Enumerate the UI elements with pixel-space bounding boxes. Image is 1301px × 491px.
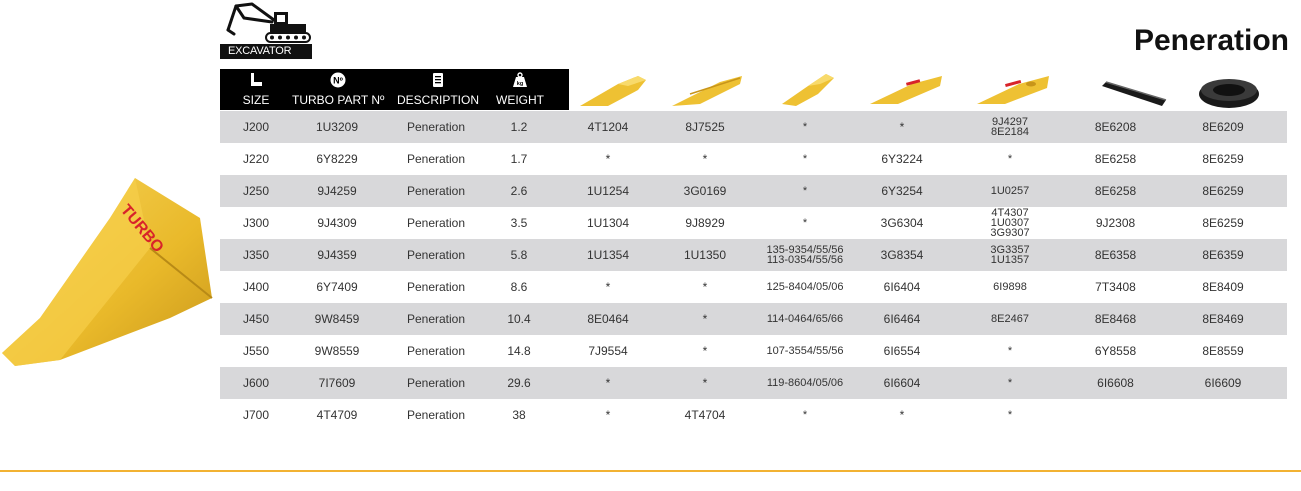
cell-size: J350 (242, 248, 270, 262)
cell-c3: 107-3554/55/56 (766, 345, 844, 357)
cell-c1: 7J9554 (588, 344, 628, 358)
bucket-tooth-image (0, 178, 215, 368)
cell-size: J600 (242, 376, 270, 390)
cell-part: 9J4309 (317, 216, 357, 230)
cell-c5: 6I9898 (993, 281, 1027, 293)
table-row (220, 111, 1287, 143)
excavator-icon (222, 0, 314, 44)
cell-c1: 8E0464 (587, 312, 629, 326)
cell-c2: * (702, 376, 708, 390)
cell-c3: * (802, 153, 808, 165)
cell-size: J700 (242, 408, 270, 422)
cell-c6: 8E6258 (1094, 152, 1137, 166)
cell-c4: 3G8354 (880, 248, 924, 262)
cell-c7: 8E6259 (1202, 216, 1244, 230)
cell-c7: 8E8559 (1202, 344, 1244, 358)
cell-size: J220 (242, 152, 270, 166)
tooth-image-2 (670, 72, 745, 110)
cell-c5: 3G3357 1U1357 (990, 244, 1030, 266)
cell-c3: 114-0464/65/66 (766, 313, 844, 325)
cell-c7: 8E6259 (1202, 152, 1244, 166)
cell-desc: Peneration (406, 120, 466, 134)
cell-c3: 119-8604/05/06 (766, 377, 844, 389)
cell-size: J400 (242, 280, 270, 294)
description-icon (430, 72, 446, 88)
cell-part: 1U3209 (315, 120, 359, 134)
retainer-image (1196, 72, 1262, 112)
cell-c2: 1U1350 (683, 248, 727, 262)
cell-c4: 6I6464 (883, 312, 921, 326)
cell-weight: 2.6 (510, 184, 528, 198)
cell-size: J300 (242, 216, 270, 230)
table-row (220, 303, 1287, 335)
size-icon (248, 72, 264, 88)
part-number-icon (330, 72, 346, 88)
cell-c7 (1178, 399, 1268, 431)
cell-c7: 8E6259 (1202, 184, 1244, 198)
cell-size: J250 (242, 184, 270, 198)
cell-c7: 8E6209 (1202, 120, 1244, 134)
table-row (220, 175, 1287, 207)
cell-c4: 6I6604 (883, 376, 921, 390)
cell-desc: Peneration (406, 408, 466, 422)
cell-c5: * (1007, 345, 1013, 357)
cell-desc: Peneration (406, 376, 466, 390)
cell-c1: 1U1254 (586, 184, 630, 198)
cell-weight: 10.4 (507, 312, 531, 326)
cell-part: 9W8559 (314, 344, 360, 358)
table-row (220, 143, 1287, 175)
cell-c6: 8E6358 (1094, 248, 1137, 262)
cell-weight: 5.8 (510, 248, 528, 262)
cell-c1: * (605, 408, 611, 422)
cell-part: 7I7609 (318, 376, 356, 390)
col-header-description: DESCRIPTION (396, 69, 480, 110)
cell-c1: 1U1354 (586, 248, 630, 262)
cell-c3: * (802, 217, 808, 229)
cell-c3: 135-9354/55/56 113-0354/55/56 (766, 244, 844, 266)
cell-c6: 8E6258 (1094, 184, 1137, 198)
cell-c5: 9J4297 8E2184 (991, 116, 1029, 138)
cell-c5: * (1007, 377, 1013, 389)
cell-desc: Peneration (406, 344, 466, 358)
cell-c2: 3G0169 (683, 184, 727, 198)
cell-c2: * (702, 312, 708, 326)
cell-c1: * (605, 152, 611, 166)
category-label: EXCAVATOR (220, 44, 312, 59)
cell-c2: * (702, 344, 708, 358)
cell-desc: Peneration (406, 312, 466, 326)
svg-text:Nº: Nº (333, 75, 343, 86)
cell-c7: 8E8409 (1202, 280, 1244, 294)
cell-c5: * (1007, 409, 1013, 421)
cell-c4: * (899, 408, 905, 422)
cell-c3: * (802, 185, 808, 197)
cell-weight: 1.2 (510, 120, 528, 134)
cell-c4: 3G6304 (880, 216, 924, 230)
tooth-image-3 (778, 72, 838, 110)
cell-weight: 1.7 (510, 152, 528, 166)
cell-c2: 8J7525 (685, 120, 725, 134)
cell-weight: 38 (512, 408, 526, 422)
cell-c1: * (605, 280, 611, 294)
cell-c5: * (1007, 153, 1013, 165)
cell-c3: * (802, 409, 808, 421)
table-row (220, 367, 1287, 399)
cell-c6 (1073, 399, 1158, 431)
cell-part: 9J4359 (317, 248, 357, 262)
cell-c2: 9J8929 (685, 216, 725, 230)
cell-c1: * (605, 376, 611, 390)
table-row (220, 207, 1287, 239)
cell-desc: Peneration (406, 184, 466, 198)
cell-weight: 14.8 (507, 344, 531, 358)
cell-c6: 6Y8558 (1094, 344, 1137, 358)
cell-weight: 8.6 (510, 280, 528, 294)
cell-c4: * (899, 120, 905, 134)
tooth-image-1 (578, 72, 648, 110)
cell-c6: 8E6208 (1094, 120, 1137, 134)
cell-desc: Peneration (406, 216, 466, 230)
cell-c7: 8E6359 (1202, 248, 1244, 262)
svg-text:kg: kg (516, 81, 524, 87)
cell-c5: 4T4307 1U0307 3G9307 (990, 207, 1030, 239)
cell-c3: * (802, 121, 808, 133)
cell-size: J200 (242, 120, 270, 134)
cell-c5: 8E2467 (991, 313, 1029, 325)
cell-part: 9W8459 (314, 312, 360, 326)
cell-desc: Peneration (406, 152, 466, 166)
cell-c3: 125-8404/05/06 (766, 281, 844, 293)
cell-c7: 8E8469 (1202, 312, 1244, 326)
cell-desc: Peneration (406, 280, 466, 294)
cell-part: 6Y8229 (316, 152, 358, 166)
cell-c6: 7T3408 (1095, 280, 1136, 294)
tooth-image-5 (975, 72, 1053, 110)
cell-c4: 6I6554 (883, 344, 921, 358)
cell-c4: 6Y3254 (881, 184, 923, 198)
table-row (220, 271, 1287, 303)
cell-weight: 29.6 (507, 376, 531, 390)
cell-c1: 4T1204 (587, 120, 629, 134)
footer-divider (0, 470, 1301, 472)
cell-c5: 1U0257 (990, 185, 1030, 197)
cell-c6: 6I6608 (1097, 376, 1134, 390)
cell-part: 4T4709 (316, 408, 358, 422)
page-title: Peneration (1133, 24, 1289, 57)
table-row (220, 239, 1287, 271)
pin-image (1098, 72, 1170, 110)
cell-weight: 3.5 (510, 216, 528, 230)
svg-text:TURBO: TURBO (116, 201, 167, 257)
col-header-weight: kg WEIGHT (494, 69, 546, 110)
cell-c2: * (702, 280, 708, 294)
cell-c1: 1U1304 (586, 216, 630, 230)
cell-c2: * (702, 152, 708, 166)
table-row (220, 399, 1287, 431)
cell-c7: 6I6609 (1204, 376, 1242, 390)
cell-c4: 6I6404 (883, 280, 921, 294)
cell-c2: 4T4704 (684, 408, 726, 422)
cell-c6: 8E8468 (1094, 312, 1137, 326)
cell-size: J550 (242, 344, 270, 358)
weight-icon (512, 72, 528, 88)
cell-c6: 9J2308 (1095, 216, 1136, 230)
table-row (220, 335, 1287, 367)
cell-c4: 6Y3224 (881, 152, 923, 166)
cell-size: J450 (242, 312, 270, 326)
tooth-image-4 (868, 72, 946, 110)
cell-part: 9J4259 (317, 184, 357, 198)
cell-desc: Peneration (406, 248, 466, 262)
col-header-part-number: Nº TURBO PART Nº (292, 69, 384, 110)
cell-part: 6Y7409 (316, 280, 358, 294)
col-header-size: SIZE (220, 69, 292, 110)
